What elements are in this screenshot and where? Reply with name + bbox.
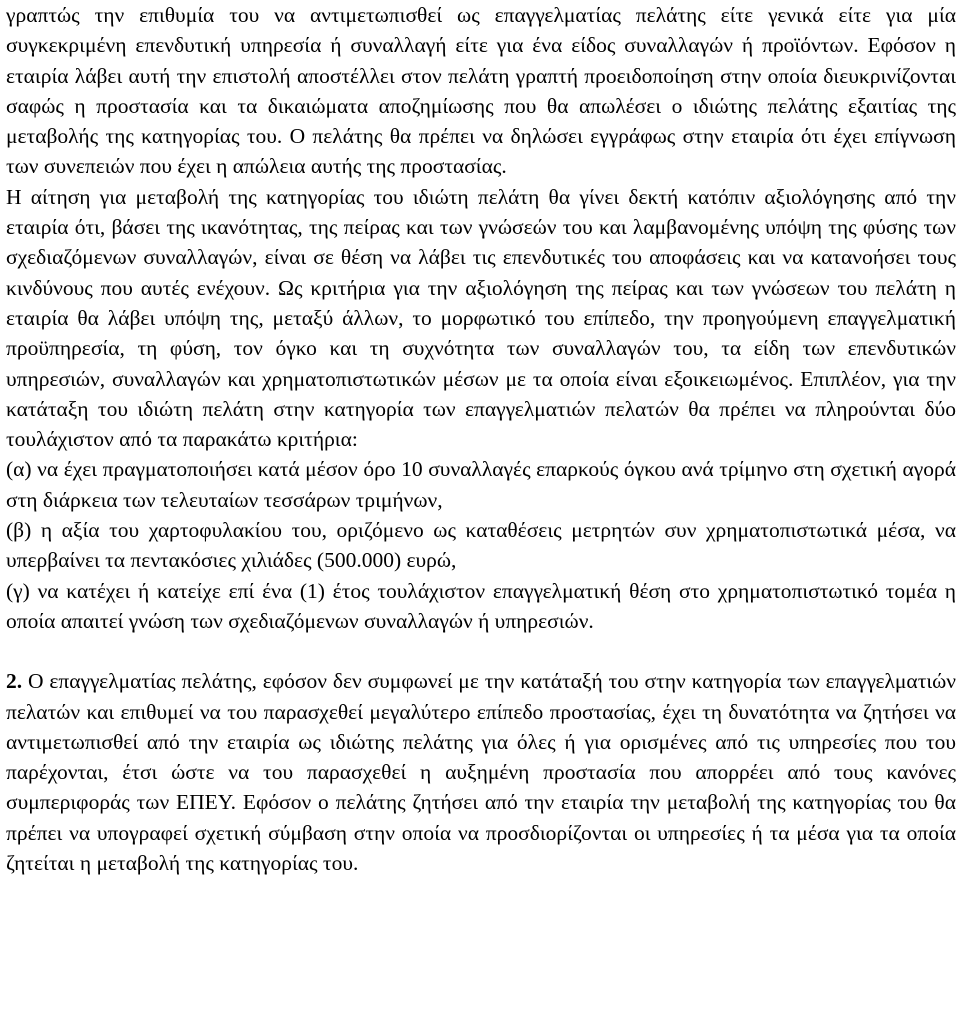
document-page [6, 0, 956, 878]
criterion-c: (γ) να κατέχει ή κατείχε επί ένα (1) έτος τουλάχιστον επαγγελματική θέση στο χρηματοπιστωτικό τομέα η οποία απαιτεί γνώση των σχεδιαζόμενων συναλλαγών ή υπηρεσιών. [6, 578, 956, 633]
paragraph-2: Η αίτηση για μεταβολή της κατηγορίας του ιδιώτη πελάτη θα γίνει δεκτή κατόπιν αξιολόγησης από την εταιρία ότι, βάσει της ικανότητας, της πείρας και των γνώσεών του και λαμβανομένης υπόψη της φύσης των σχεδιαζόμενων συναλλαγών, είναι σε θέση να λάβει τις επενδυτικές του αποφάσεις και να κατανοήσει τους κινδύνους που αυτές ενέχουν. Ως κριτήρια για την αξιολόγηση της πείρας και των γνώσεων του πελάτη η εταιρία θα λάβει υπόψη της, μεταξύ άλλων, το μορφωτικό του επίπεδο, την προηγούμενη επαγγελματική προϋπηρεσία, τη φύση, τον όγκο και τη συχνότητα των συναλλαγών του, τα είδη των επενδυτικών υπηρεσιών, συναλλαγών και χρηματοπιστωτικών μέσων με τα οποία είναι εξοικειωμένος. Επιπλέον, για την κατάταξη του ιδιώτη πελάτη στην κατηγορία των επαγγελματιών πελατών θα πρέπει να πληρούνται δύο τουλάχιστον από τα παρακάτω κριτήρια: [6, 184, 956, 452]
criterion-b: (β) η αξία του χαρτοφυλακίου του, οριζόμενο ως καταθέσεις μετρητών συν χρηματοπιστωτικά μέσα, να υπερβαίνει τα πεντακόσιες χιλιάδες (500.000) ευρώ, [6, 518, 956, 573]
criterion-a: (α) να έχει πραγματοποιήσει κατά μέσον όρο 10 συναλλαγές επαρκούς όγκου ανά τρίμηνο στη σχετική αγορά στη διάρκεια των τελευταίων τεσσάρων τριμήνων, [6, 457, 956, 512]
section-2-number: 2. [6, 669, 23, 694]
section-2-paragraph [6, 666, 956, 878]
paragraph-1: γραπτώς την επιθυμία του να αντιμετωπισθεί ως επαγγελματίας πελάτης είτε γενικά είτε για μία συγκεκριμένη επενδυτική υπηρεσία ή συναλλαγή είτε για ένα είδος συναλλαγών ή προϊόντων. Εφόσον η εταιρία λάβει αυτή την επιστολή αποστέλλει στον πελάτη γραπτή προειδοποίηση στην οποία διευκρινίζονται σαφώς η προστασία και τα δικαιώματα αποζημίωσης που θα απωλέσει ο ιδιώτης πελάτης εξαιτίας της μεταβολής της κατηγορίας του. Ο πελάτης θα πρέπει να δηλώσει εγγράφως στην εταιρία ότι έχει επίγνωση των συνεπειών που έχει η απώλεια αυτής της προστασίας. [6, 3, 956, 179]
section-2-text: Ο επαγγελματίας πελάτης, εφόσον δεν συμφωνεί με την κατάταξή του στην κατηγορία των επαγγελματιών πελατών και επιθυμεί να του παρασχεθεί μεγαλύτερο επίπεδο προστασίας, έχει τη δυνατότητα να ζητήσει να αντιμετωπισθεί από την εταιρία ως ιδιώτης πελάτης για όλες ή για ορισμένες από τις υπηρεσίες που του παρέχονται, έτσι ώστε να του παρασχεθεί η αυξημένη προστασία που απορρέει από τους κανόνες συμπεριφοράς των ΕΠΕΥ. Εφόσον ο πελάτης ζητήσει από την εταιρία την μεταβολή της κατηγορίας του θα πρέπει να υπογραφεί σχετική σύμβαση στην οποία να προσδιορίζονται οι υπηρεσίες ή τα μέσα για τα οποία ζητείται η μεταβολή της κατηγορίας του. [6, 669, 956, 876]
